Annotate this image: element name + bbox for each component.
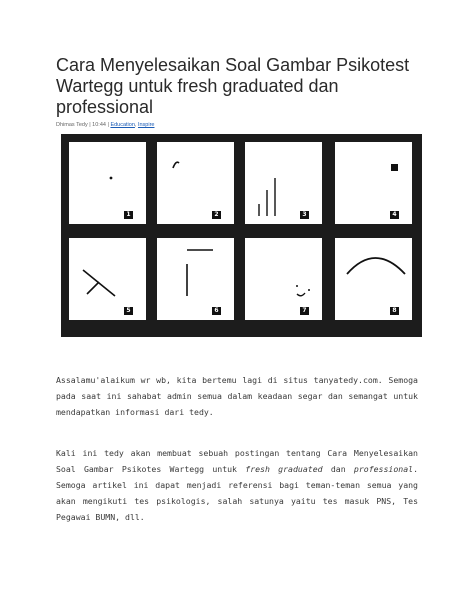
wartegg-box-3: [245, 142, 322, 224]
tag-inspire-link[interactable]: Inspire: [137, 122, 155, 128]
intro-text-3: . Semoga artikel ini dapat menjadi referensi bagi teman-teman semua yang akan mengikuti tes psikologis, salah satunya yaitu tes masuk PNS, Tes Pegawai BUMN, dll.: [56, 464, 418, 522]
wartegg-box-6: [157, 238, 234, 320]
wartegg-box-1: [69, 142, 146, 224]
post-meta: Dhimas Tedy | 10:44 | Education, Inspire: [56, 122, 155, 128]
article-title: Cara Menyelesaikan Soal Gambar Psikotest Wartegg untuk fresh graduated dan professional: [56, 55, 410, 117]
intro-text-2: dan: [322, 464, 354, 474]
paragraph-greeting: Assalamu'alaikum wr wb, kita bertemu lagi di situs tanyatedy.com. Semoga pada saat ini sahabat admin semua dalam keadaan segar dan semangat untuk mendapatkan informasi dari tedy.: [56, 375, 418, 417]
wartegg-box-5: [69, 238, 146, 320]
box-number-4: 4: [390, 211, 399, 219]
intro-text-1: Kali ini tedy akan membuat sebuah postingan tentang Cara Menyelesaikan Soal Gambar Psikotes Wartegg untuk: [56, 448, 418, 474]
intro-italic-professional: professional: [353, 464, 414, 474]
box-number-1: 1: [124, 211, 133, 219]
wartegg-box-7: [245, 238, 322, 320]
wartegg-test-image: [61, 134, 422, 337]
box-number-7: 7: [300, 307, 309, 315]
box-number-8: 8: [390, 307, 399, 315]
wartegg-box-2: [157, 142, 234, 224]
wartegg-box-8: [335, 238, 412, 320]
box-number-3: 3: [300, 211, 309, 219]
tag-education-link[interactable]: Education: [110, 122, 135, 128]
wartegg-box-4: [335, 142, 412, 224]
box-number-5: 5: [124, 307, 133, 315]
paragraph-intro: [56, 445, 418, 525]
box-number-2: 2: [212, 211, 221, 219]
author-time: Dhimas Tedy | 10:44 |: [56, 122, 109, 128]
box-number-6: 6: [212, 307, 221, 315]
intro-italic-fresh-graduated: fresh graduated: [245, 464, 323, 474]
